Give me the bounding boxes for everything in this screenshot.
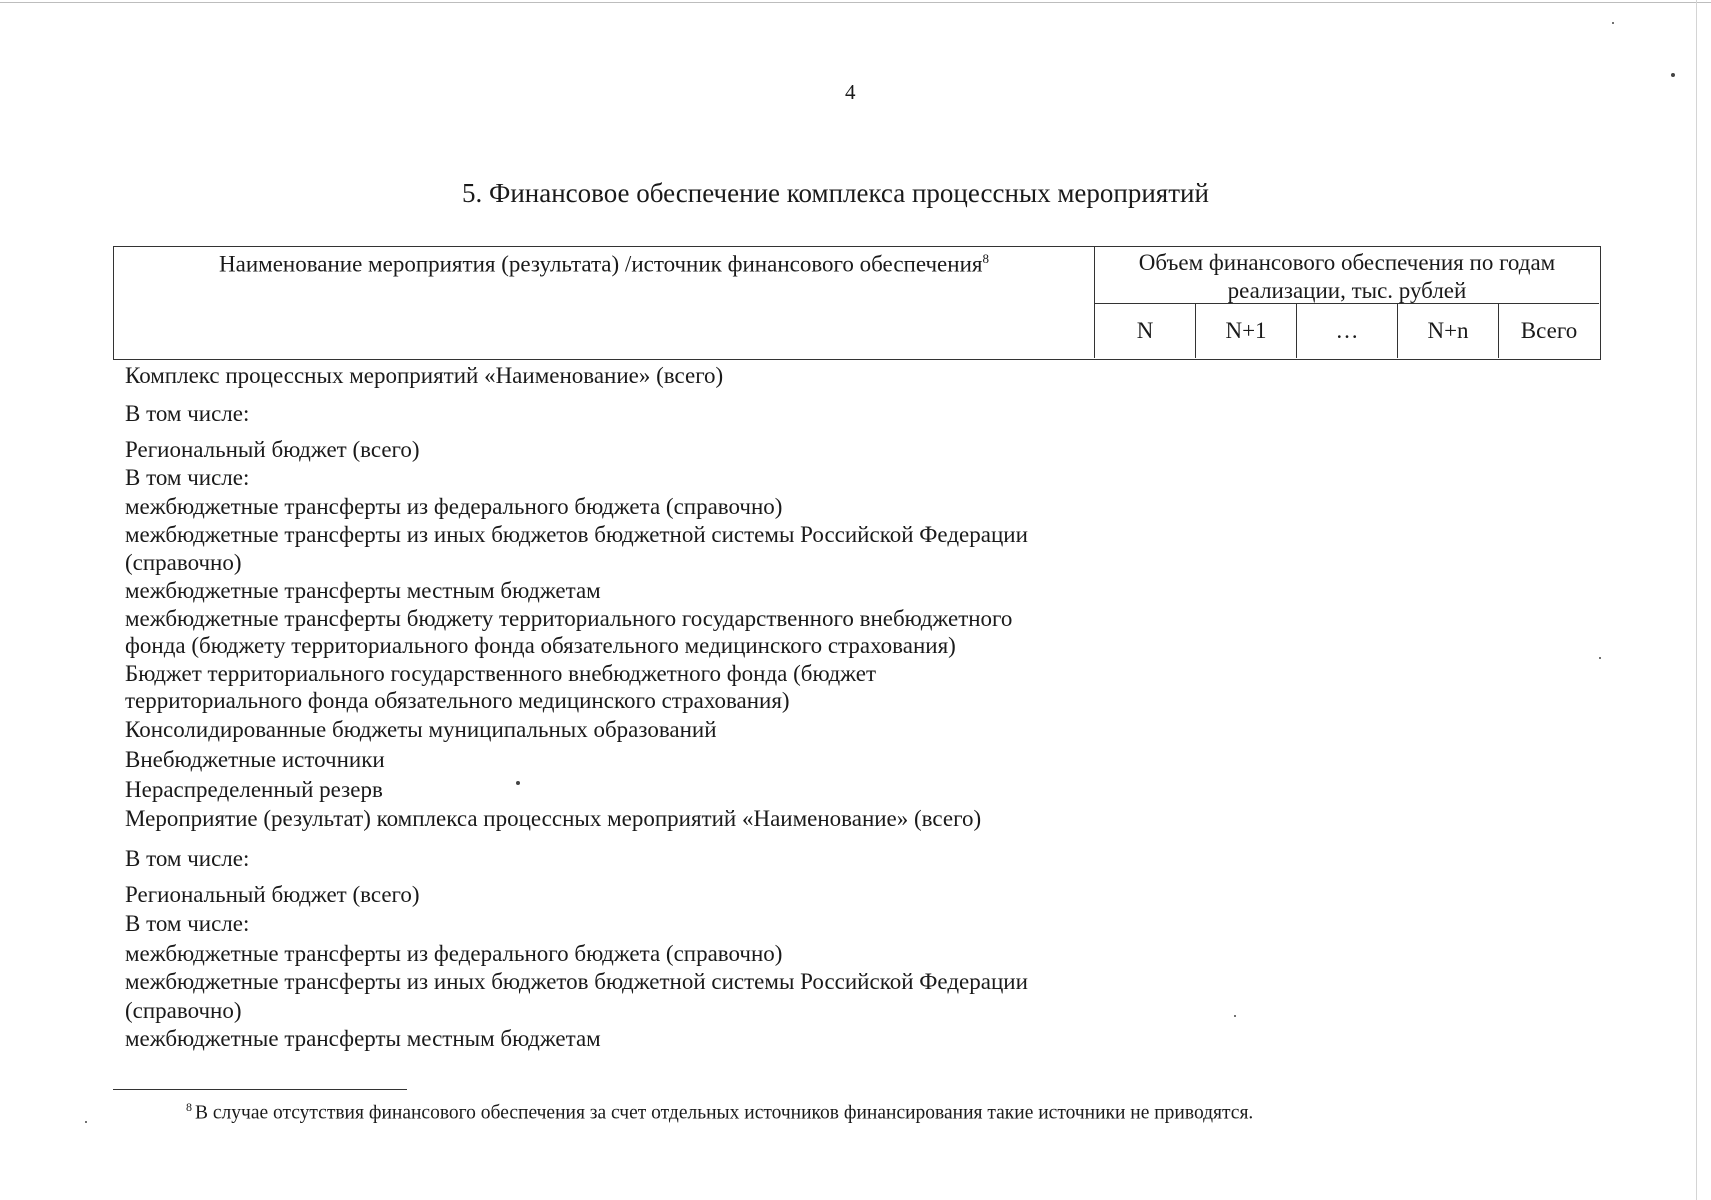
row-including: В том числе: — [125, 846, 250, 871]
row-regional-budget: Региональный бюджет (всего) — [125, 437, 420, 462]
row-fund-budget: Бюджет территориального государственного внебюджетного фонда (бюджет — [125, 661, 877, 686]
row-measure-total: Мероприятие (результат) комплекса процессных мероприятий «Наименование» (всего) — [125, 806, 982, 831]
name-column-header — [114, 247, 1095, 358]
row-other-transfers: межбюджетные трансферты из иных бюджетов бюджетной системы Российской Федерации — [125, 522, 1028, 547]
page-number: 4 — [845, 80, 856, 104]
row-regional-budget: Региональный бюджет (всего) — [125, 882, 420, 907]
footnote — [186, 1100, 1253, 1125]
row-fund-transfers-cont: фонда (бюджету территориального фонда обязательного медицинского страхования) — [125, 633, 956, 658]
row-reserve: Нераспределенный резерв — [125, 777, 383, 802]
footnote-separator — [113, 1089, 407, 1090]
right-edge-rule — [1696, 0, 1697, 1200]
row-including: В том числе: — [125, 911, 250, 936]
year-column-ellipsis: … — [1297, 304, 1398, 358]
volume-column-header: Объем финансового обеспечения по годам реализации, тыс. рублей — [1095, 247, 1599, 304]
section-title: 5. Финансовое обеспечение комплекса процессных мероприятий — [462, 178, 1209, 208]
year-column-total: Всего — [1520, 318, 1578, 343]
row-including: В том числе: — [125, 465, 250, 490]
row-federal-transfers: межбюджетные трансферты из федерального бюджета (справочно) — [125, 494, 783, 519]
scan-speck — [85, 1121, 87, 1123]
footnote-marker: 8 — [186, 1100, 192, 1114]
row-fund-budget-cont: территориального фонда обязательного медицинского страхования) — [125, 688, 790, 713]
year-column-n: N — [1095, 304, 1196, 358]
row-complex-total: Комплекс процессных мероприятий «Наименование» (всего) — [125, 363, 724, 388]
row-federal-transfers: межбюджетные трансферты из федерального бюджета (справочно) — [125, 941, 783, 966]
row-other-transfers-note: (справочно) — [125, 550, 242, 575]
row-fund-transfers: межбюджетные трансферты бюджету территориального государственного внебюджетного — [125, 606, 1013, 631]
row-local-transfers: межбюджетные трансферты местным бюджетам — [125, 1026, 601, 1051]
scan-speck — [516, 781, 520, 785]
footnote-reference: 8 — [982, 251, 989, 266]
row-extrabudgetary: Внебюджетные источники — [125, 747, 385, 772]
top-edge-rule — [0, 2, 1711, 3]
year-column-n-plus-1: N+1 — [1196, 304, 1297, 358]
footnote-text: В случае отсутствия финансового обеспечения за счет отдельных источников финансирования такие источники не приводятся. — [195, 1102, 1254, 1124]
row-including: В том числе: — [125, 401, 250, 426]
year-column-n-plus-n: N+n — [1398, 304, 1499, 358]
row-local-transfers: межбюджетные трансферты местным бюджетам — [125, 578, 601, 603]
scan-speck — [1234, 1015, 1236, 1017]
finance-table-header — [113, 246, 1601, 360]
row-other-transfers-note: (справочно) — [125, 998, 242, 1023]
row-municipal-budgets: Консолидированные бюджеты муниципальных образований — [125, 717, 717, 742]
row-other-transfers: межбюджетные трансферты из иных бюджетов бюджетной системы Российской Федерации — [125, 969, 1028, 994]
scan-speck — [1671, 73, 1675, 77]
scan-speck — [1612, 22, 1614, 24]
name-column-header-text: Наименование мероприятия (результата) /источник финансового обеспечения — [219, 251, 983, 277]
scan-speck — [1599, 657, 1601, 659]
